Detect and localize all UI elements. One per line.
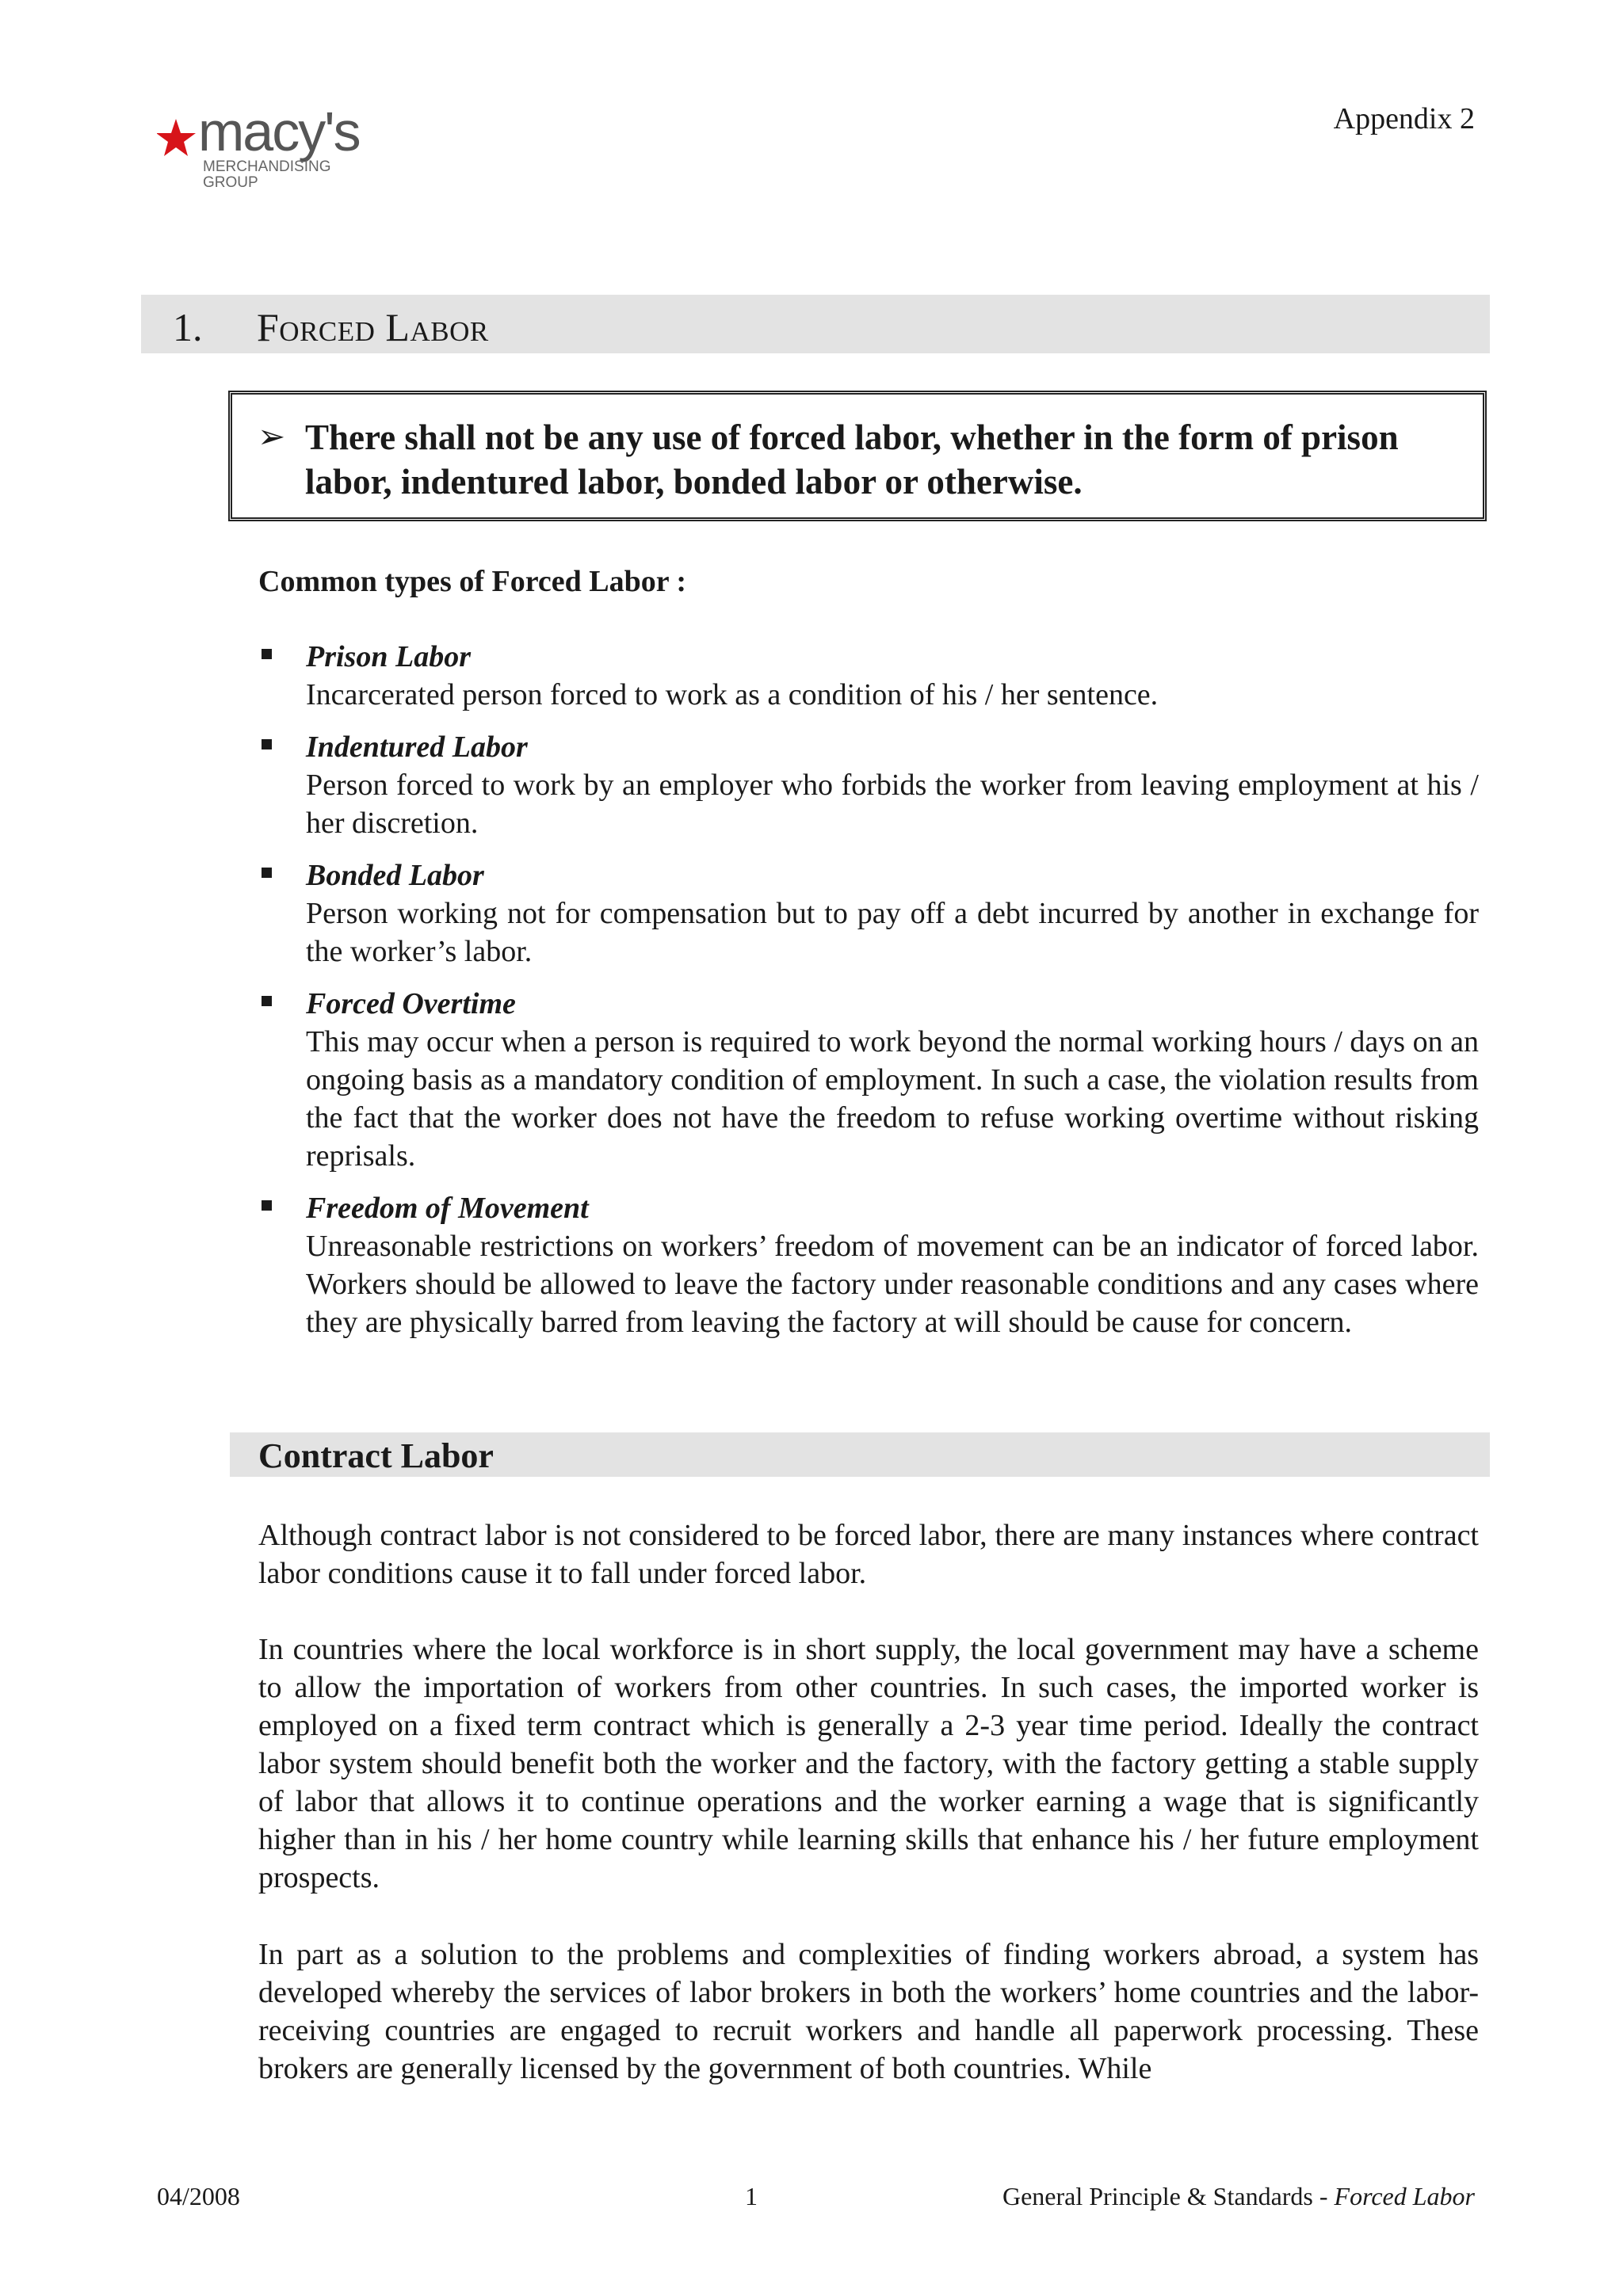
- arrow-bullet-icon: ➢: [258, 417, 286, 456]
- type-description: Person working not for compensation but to pay off a debt incurred by another in exchange for the worker’s labor.: [306, 897, 1479, 968]
- policy-statement-box: [228, 391, 1487, 521]
- list-item: [258, 856, 1479, 971]
- section-number: 1.: [173, 305, 203, 349]
- type-description: Person forced to work by an employer who forbids the worker from leaving employment at his / her discretion.: [306, 769, 1479, 840]
- logo-graphic: [157, 101, 418, 196]
- square-bullet-icon: [262, 649, 272, 659]
- list-item: [258, 1189, 1479, 1341]
- footer-title-italic: Forced Labor: [1334, 2182, 1475, 2210]
- types-heading: Common types of Forced Labor :: [258, 565, 687, 598]
- contract-paragraph-1: Although contract labor is not considered to be forced labor, there are many instances where contract labor conditions cause it to fall under forced labor.: [258, 1519, 1479, 1590]
- appendix-label: Appendix 2: [1333, 102, 1475, 135]
- type-title: Indentured Labor: [306, 730, 528, 764]
- logo-subtext-1: MERCHANDISING: [203, 158, 331, 175]
- type-title: Prison Labor: [306, 640, 471, 673]
- type-title: Freedom of Movement: [306, 1192, 589, 1225]
- macys-logo: [157, 101, 418, 196]
- contract-labor-heading-bar: [230, 1432, 1490, 1477]
- square-bullet-icon: [262, 739, 272, 749]
- footer-date: 04/2008: [157, 2182, 240, 2210]
- type-title: Forced Overtime: [306, 987, 516, 1020]
- footer-title-prefix: General Principle & Standards -: [1002, 2182, 1335, 2210]
- section-heading-bar: [141, 295, 1490, 353]
- logo-subtext-2: GROUP: [203, 174, 258, 191]
- list-item: [258, 638, 1479, 714]
- list-item: [258, 728, 1479, 842]
- section-title: Forced Labor: [257, 305, 489, 349]
- policy-statement: There shall not be any use of forced labor, whether in the form of prison labor, indentured labor, bonded labor or otherwise.: [305, 418, 1399, 502]
- footer-title: [1002, 2182, 1475, 2211]
- type-description: This may occur when a person is required to work beyond the normal working hours / days on an ongoing basis as a mandatory condition of employment. In such a case, the violation results from the fact that the worker does not have the freedom to refuse working overtime without risking reprisals.: [306, 1025, 1479, 1173]
- contract-paragraph-2: In countries where the local workforce is in short supply, the local government may have a scheme to allow the importation of workers from other countries. In such cases, the imported worker is employed on a fixed term contract which is generally a 2-3 year time period. Ideally the contract labor system should benefit both the worker and the factory, with the factory getting a stable supply of labor that allows it to continue operations and the worker earning a wage that is significantly higher than in his / her home country while learning skills that enhance his / her future employment prospects.: [258, 1633, 1479, 1894]
- footer-page-number: 1: [745, 2182, 758, 2210]
- type-description: Unreasonable restrictions on workers’ freedom of movement can be an indicator of forced labor. Workers should be allowed to leave the factory under reasonable conditions and any cases where they are physically barred from leaving the factory at will should be cause for concern.: [306, 1230, 1479, 1339]
- forced-labor-types-list: [258, 638, 1479, 1356]
- contract-labor-title: Contract Labor: [258, 1436, 494, 1475]
- square-bullet-icon: [262, 996, 272, 1006]
- list-item: [258, 985, 1479, 1175]
- logo-wordmark: macy's: [198, 101, 360, 162]
- star-icon: [157, 119, 196, 156]
- contract-paragraph-3: In part as a solution to the problems and complexities of finding workers abroad, a system has developed whereby the services of labor brokers in both the workers’ home countries and the labor-receiving countries are engaged to recruit workers and handle all paperwork processing. These brokers are generally licensed by the government of both countries. While: [258, 1938, 1479, 2085]
- type-title: Bonded Labor: [306, 859, 484, 892]
- type-description: Incarcerated person forced to work as a condition of his / her sentence.: [306, 678, 1159, 711]
- square-bullet-icon: [262, 1200, 272, 1211]
- square-bullet-icon: [262, 868, 272, 878]
